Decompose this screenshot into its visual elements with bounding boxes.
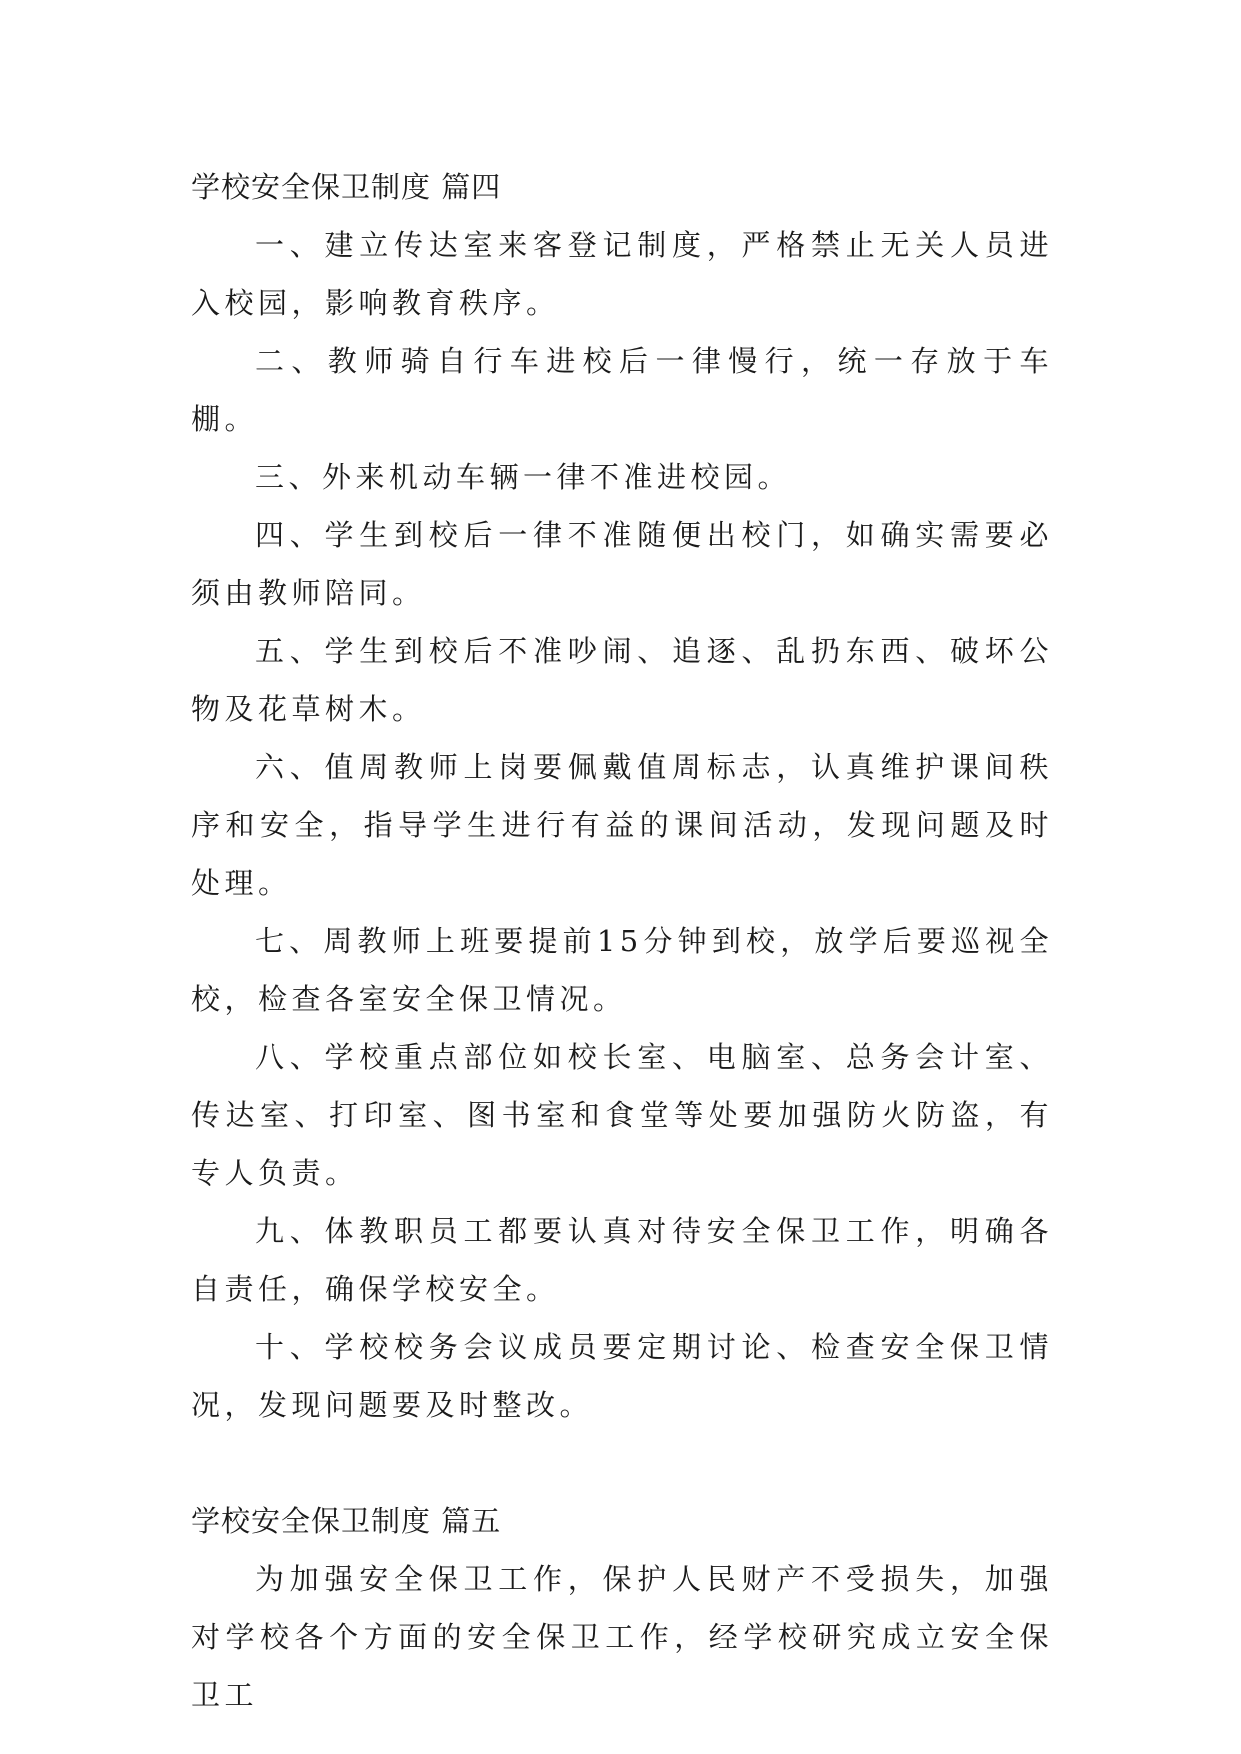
paragraph-item-6: 六、值周教师上岗要佩戴值周标志，认真维护课间秩序和安全，指导学生进行有益的课间活动，发现问题及时处理。: [191, 750, 1053, 900]
paragraph-item-10: 十、学校校务会议成员要定期讨论、检查安全保卫情况，发现问题要及时整改。: [191, 1330, 1053, 1422]
paragraph-item-7: 七、周教师上班要提前15分钟到校，放学后要巡视全校，检查各室安全保卫情况。: [191, 924, 1053, 1016]
document-body: [191, 158, 1053, 1724]
section-heading-4: 学校安全保卫制度 篇四: [191, 170, 502, 204]
paragraph-item-1: 一、建立传达室来客登记制度，严格禁止无关人员进入校园，影响教育秩序。: [191, 228, 1053, 320]
section-spacer: [191, 1434, 1053, 1492]
paragraph-intro: 为加强安全保卫工作，保护人民财产不受损失，加强对学校各个方面的安全保卫工作，经学校研究成立安全保卫工: [191, 1562, 1053, 1712]
section-heading-5: 学校安全保卫制度 篇五: [191, 1504, 502, 1538]
paragraph-item-8: 八、学校重点部位如校长室、电脑室、总务会计室、传达室、打印室、图书室和食堂等处要加强防火防盗，有专人负责。: [191, 1040, 1053, 1190]
paragraph-item-3: 三、外来机动车辆一律不准进校园。: [255, 460, 792, 494]
paragraph-item-9: 九、体教职员工都要认真对待安全保卫工作，明确各自责任，确保学校安全。: [191, 1214, 1053, 1306]
paragraph-item-2: 二、教师骑自行车进校后一律慢行，统一存放于车棚。: [191, 344, 1053, 436]
paragraph-item-5: 五、学生到校后不准吵闹、追逐、乱扔东西、破坏公物及花草树木。: [191, 634, 1053, 726]
paragraph-item-4: 四、学生到校后一律不准随便出校门，如确实需要必须由教师陪同。: [191, 518, 1053, 610]
